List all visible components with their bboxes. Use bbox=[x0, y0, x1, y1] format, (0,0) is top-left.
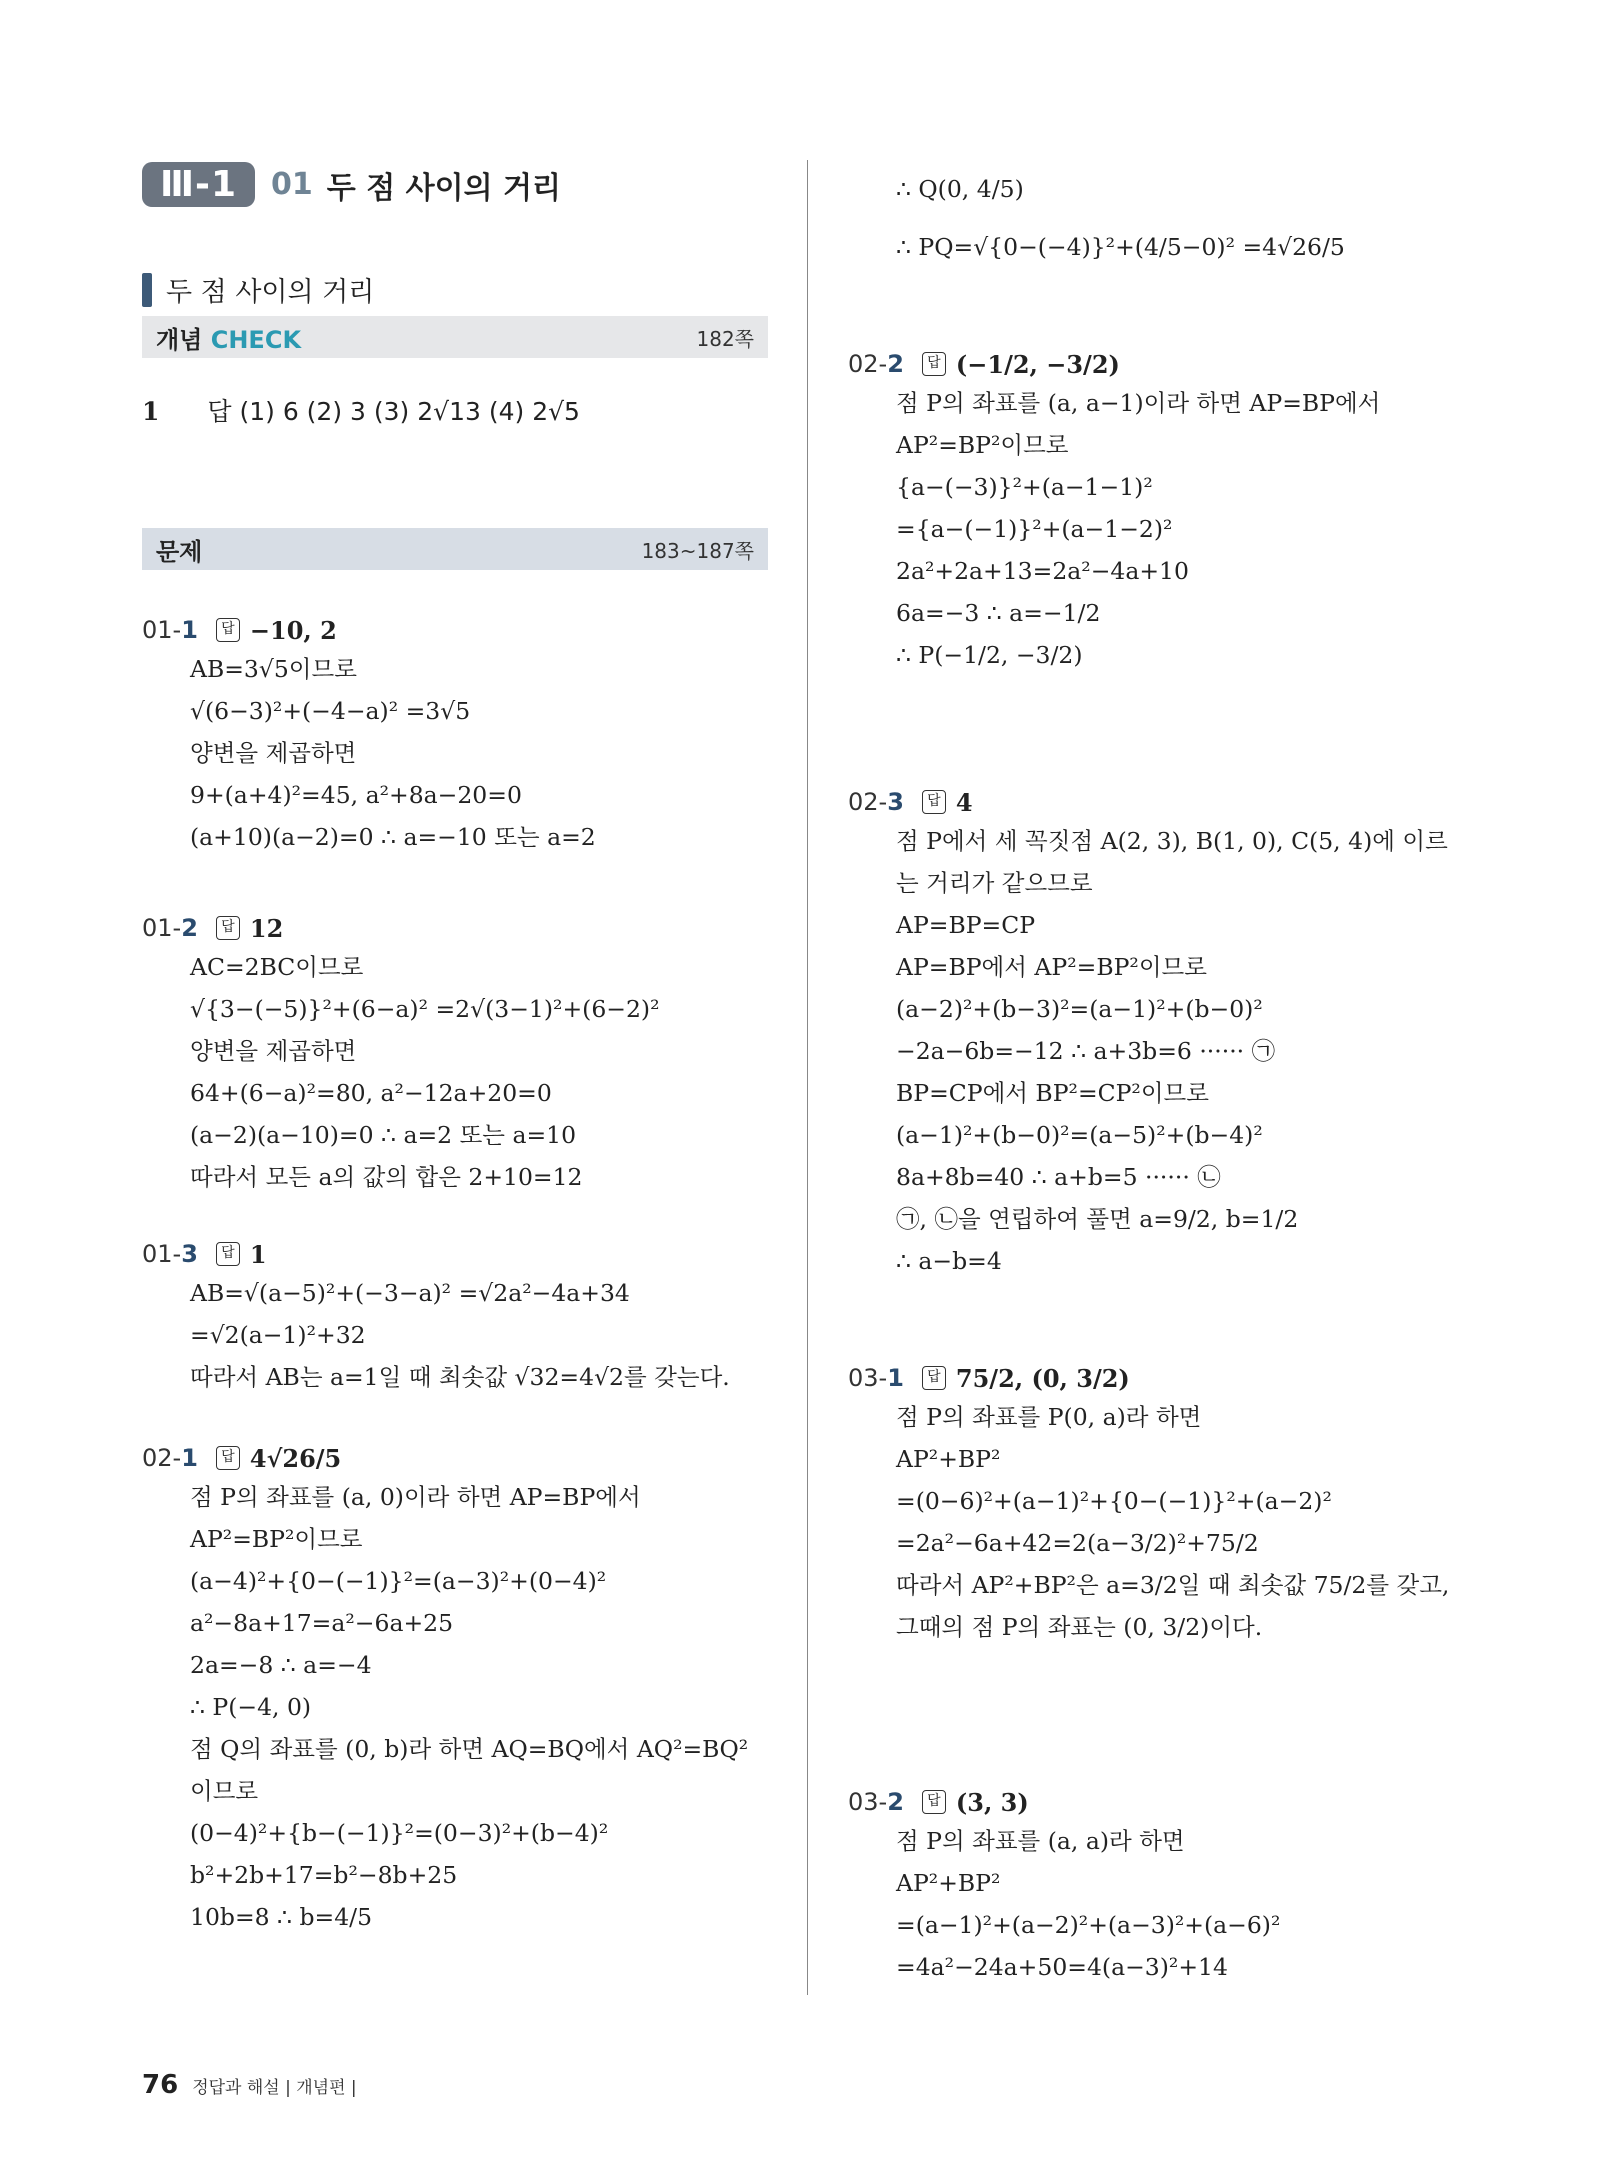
solution-line: AP²+BP² bbox=[896, 1869, 1001, 1897]
page-number: 76 bbox=[142, 2070, 179, 2100]
answer-value: (−1/2, −3/2) bbox=[955, 349, 1120, 379]
solution-line: AP²=BP²이므로 bbox=[896, 431, 1069, 459]
problem-03-2 bbox=[848, 1784, 1280, 1988]
solution-line: =2a²−6a+42=2(a−3/2)²+75/2 bbox=[896, 1529, 1259, 1557]
problem-title bbox=[848, 784, 1448, 820]
solution-line: AP=BP=CP bbox=[896, 911, 1036, 939]
answer-value: (3, 3) bbox=[955, 1787, 1029, 1817]
solution-line: =√2(a−1)²+32 bbox=[190, 1321, 366, 1349]
lesson-title: 두 점 사이의 거리 bbox=[326, 170, 561, 206]
problem-title bbox=[848, 346, 1380, 382]
solution-line: 는 거리가 같으므로 bbox=[896, 869, 1093, 897]
answer-value: −10, 2 bbox=[249, 615, 337, 645]
solution-line: ∴ P(−1/2, −3/2) bbox=[896, 641, 1083, 669]
concept-check-page: 182쪽 bbox=[696, 326, 754, 351]
check-answer bbox=[142, 392, 580, 428]
problem-id: 01-3 bbox=[142, 1240, 198, 1268]
page-footer bbox=[142, 2070, 357, 2100]
solution-line: (a−2)(a−10)=0 ∴ a=2 또는 a=10 bbox=[190, 1121, 577, 1149]
solution-line: 양변을 제곱하면 bbox=[190, 1037, 357, 1065]
solution-line: BP=CP에서 BP²=CP²이므로 bbox=[896, 1079, 1209, 1107]
chapter-badge: Ⅲ-1 bbox=[142, 162, 255, 207]
problem-02-3 bbox=[848, 784, 1448, 1282]
section-marker-icon bbox=[142, 273, 152, 307]
problem-id: 01-1 bbox=[142, 616, 198, 644]
solution-line: 따라서 AP²+BP²은 a=3/2일 때 최솟값 75/2를 갖고, bbox=[896, 1571, 1450, 1599]
solution-line: 점 P의 좌표를 (a, a)라 하면 bbox=[896, 1827, 1185, 1855]
solution-line: 6a=−3 ∴ a=−1/2 bbox=[896, 599, 1101, 627]
problem-03-1 bbox=[848, 1360, 1449, 1648]
solution-line: AP²=BP²이므로 bbox=[190, 1525, 363, 1553]
section-heading bbox=[142, 270, 374, 309]
solution-line: ∴ a−b=4 bbox=[896, 1247, 1002, 1275]
footer-text: 정답과 해설 | 개념편 | bbox=[192, 2078, 357, 2098]
answer-box-icon: 답 bbox=[216, 916, 240, 940]
solution-line: (0−4)²+{b−(−1)}²=(0−3)²+(b−4)² bbox=[190, 1819, 609, 1847]
solution-line: 양변을 제곱하면 bbox=[190, 739, 357, 767]
solution-line: 점 P의 좌표를 (a, a−1)이라 하면 AP=BP에서 bbox=[896, 389, 1381, 417]
problem-bar-page: 183~187쪽 bbox=[641, 538, 754, 563]
problem-id: 03-2 bbox=[848, 1788, 904, 1816]
solution-line: =(0−6)²+(a−1)²+{0−(−1)}²+(a−2)² bbox=[896, 1487, 1332, 1515]
solution-line: √{3−(−5)}²+(6−a)² =2√(3−1)²+(6−2)² bbox=[190, 995, 660, 1023]
solution-line: (a−1)²+(b−0)²=(a−5)²+(b−4)² bbox=[896, 1121, 1263, 1149]
problem-title bbox=[848, 1360, 1449, 1396]
problem-title bbox=[848, 1784, 1280, 1820]
solution-line: 따라서 AB는 a=1일 때 최솟값 √32=4√2를 갖는다. bbox=[190, 1363, 730, 1391]
check-answer-text: 답 (1) 6 (2) 3 (3) 2√13 (4) 2√5 bbox=[207, 397, 580, 426]
concept-check-label: 개념 CHECK bbox=[156, 325, 302, 354]
answer-box-icon: 답 bbox=[922, 790, 946, 814]
solution-line: AP²+BP² bbox=[896, 1445, 1001, 1473]
answer-box-icon: 답 bbox=[922, 1366, 946, 1390]
solution-line: (a−4)²+{0−(−1)}²=(a−3)²+(0−4)² bbox=[190, 1567, 607, 1595]
answer-value: 4 bbox=[955, 787, 973, 817]
problem-title bbox=[142, 910, 660, 946]
answer-box-icon: 답 bbox=[216, 1446, 240, 1470]
answer-value: 12 bbox=[249, 913, 284, 943]
problem-02-2 bbox=[848, 346, 1380, 676]
check-answer-number: 1 bbox=[142, 397, 160, 426]
answer-box-icon: 답 bbox=[216, 1242, 240, 1266]
solution-line: 2a²+2a+13=2a²−4a+10 bbox=[896, 557, 1189, 585]
problem-bar-label: 문제 bbox=[156, 537, 203, 566]
solution-line: 64+(6−a)²=80, a²−12a+20=0 bbox=[190, 1079, 552, 1107]
problem-id: 01-2 bbox=[142, 914, 198, 942]
solution-line: AB=3√5이므로 bbox=[190, 655, 357, 683]
solution-line: 9+(a+4)²=45, a²+8a−20=0 bbox=[190, 781, 522, 809]
solution-line: =4a²−24a+50=4(a−3)²+14 bbox=[896, 1953, 1228, 1981]
problem-01-3 bbox=[142, 1236, 730, 1398]
answer-box-icon: 답 bbox=[216, 618, 240, 642]
solution-line: {a−(−3)}²+(a−1−1)² bbox=[896, 473, 1153, 501]
solution-line: AB=√(a−5)²+(−3−a)² =√2a²−4a+34 bbox=[190, 1279, 630, 1307]
continued-solution bbox=[848, 160, 1345, 276]
solution-line: =(a−1)²+(a−2)²+(a−3)²+(a−6)² bbox=[896, 1911, 1281, 1939]
problem-title bbox=[142, 612, 596, 648]
solution-line: 점 P의 좌표를 P(0, a)라 하면 bbox=[896, 1403, 1202, 1431]
solution-line: AP=BP에서 AP²=BP²이므로 bbox=[896, 953, 1207, 981]
problem-id: 02-3 bbox=[848, 788, 904, 816]
solution-line: ={a−(−1)}²+(a−1−2)² bbox=[896, 515, 1173, 543]
problem-id: 03-1 bbox=[848, 1364, 904, 1392]
solution-line: ㉠, ㉡을 연립하여 풀면 a=9/2, b=1/2 bbox=[896, 1205, 1299, 1233]
solution-line: (a−2)²+(b−3)²=(a−1)²+(b−0)² bbox=[896, 995, 1263, 1023]
solution-line: ∴ Q(0, 4/5) bbox=[896, 175, 1024, 203]
solution-line: 점 P의 좌표를 (a, 0)이라 하면 AP=BP에서 bbox=[190, 1483, 641, 1511]
lesson-number: 01 bbox=[271, 167, 313, 202]
solution-line: 8a+8b=40 ∴ a+b=5 ······ ㉡ bbox=[896, 1163, 1221, 1191]
solution-line: 이므로 bbox=[190, 1777, 259, 1805]
solution-line: 10b=8 ∴ b=4/5 bbox=[190, 1903, 373, 1931]
answer-value: 4√26/5 bbox=[249, 1443, 342, 1473]
problem-01-1 bbox=[142, 612, 596, 858]
chapter-header bbox=[142, 162, 561, 207]
answer-value: 1 bbox=[249, 1239, 267, 1269]
answer-box-icon: 답 bbox=[922, 352, 946, 376]
problem-title bbox=[142, 1440, 748, 1476]
answer-box-icon: 답 bbox=[922, 1790, 946, 1814]
solution-line: AC=2BC이므로 bbox=[190, 953, 364, 981]
problem-bar bbox=[142, 528, 768, 570]
solution-line: √(6−3)²+(−4−a)² =3√5 bbox=[190, 697, 471, 725]
section-title: 두 점 사이의 거리 bbox=[166, 277, 375, 308]
solution-line: 그때의 점 P의 좌표는 (0, 3/2)이다. bbox=[896, 1613, 1263, 1641]
solution-line: 점 Q의 좌표를 (0, b)라 하면 AQ=BQ에서 AQ²=BQ² bbox=[190, 1735, 749, 1763]
problem-id: 02-1 bbox=[142, 1444, 198, 1472]
solution-line: 점 P에서 세 꼭짓점 A(2, 3), B(1, 0), C(5, 4)에 이르 bbox=[896, 827, 1448, 855]
solution-line: 따라서 모든 a의 값의 합은 2+10=12 bbox=[190, 1163, 583, 1191]
problem-title bbox=[142, 1236, 730, 1272]
problem-id: 02-2 bbox=[848, 350, 904, 378]
answer-value: 75/2, (0, 3/2) bbox=[955, 1363, 1130, 1393]
solution-line: 2a=−8 ∴ a=−4 bbox=[190, 1651, 372, 1679]
solution-line: −2a−6b=−12 ∴ a+3b=6 ······ ㉠ bbox=[896, 1037, 1276, 1065]
solution-line: a²−8a+17=a²−6a+25 bbox=[190, 1609, 454, 1637]
solution-line: ∴ P(−4, 0) bbox=[190, 1693, 312, 1721]
solution-line: (a+10)(a−2)=0 ∴ a=−10 또는 a=2 bbox=[190, 823, 596, 851]
column-divider bbox=[807, 160, 808, 1995]
problem-01-2 bbox=[142, 910, 660, 1198]
concept-check-bar bbox=[142, 316, 768, 358]
solution-line: b²+2b+17=b²−8b+25 bbox=[190, 1861, 458, 1889]
solution-line: ∴ PQ=√{0−(−4)}²+(4/5−0)² =4√26/5 bbox=[896, 233, 1345, 261]
problem-02-1 bbox=[142, 1440, 748, 1938]
